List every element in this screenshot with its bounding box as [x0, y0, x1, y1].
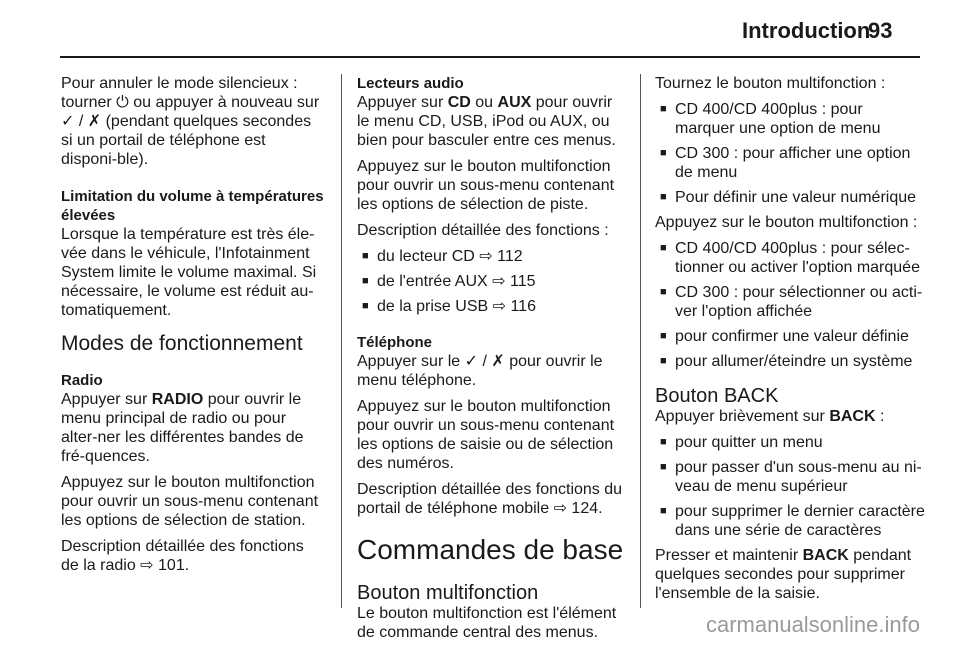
key-label: BACK — [829, 408, 876, 425]
paragraph: Appuyer sur CD ou AUX pour ouvrir le menu CD, USB, iPod ou AUX, ou bien pour basculer entre ces menus. — [357, 94, 616, 149]
subheading: Lecteurs audio — [357, 75, 464, 92]
list-item: ■ du lecteur CD ⇨ 112 — [357, 247, 625, 266]
list-item: ■ de l'entrée AUX ⇨ 115 — [357, 272, 625, 291]
key-label: CD — [447, 94, 471, 111]
list-item: ■ pour confirmer une valeur définie — [655, 327, 925, 346]
column-2 — [357, 74, 625, 649]
header-rule — [60, 56, 920, 58]
paragraph: Appuyez sur le bouton multifonction pour ouvrir un sous-menu contenant les options de sélection de piste. — [357, 158, 615, 213]
paragraph: Appuyer sur RADIO pour ouvrir le menu principal de radio ou pour alter-ner les différentes bandes de fré-quences. — [61, 391, 304, 465]
subheading: Téléphone — [357, 334, 433, 351]
paragraph: Appuyez sur le bouton multifonction : — [655, 214, 918, 231]
paragraph: Appuyez sur le bouton multifonction pour ouvrir un sous-menu contenant les options de sélection de station. — [61, 474, 319, 529]
subsection-heading: Bouton multifonction — [357, 582, 539, 604]
paragraph: Appuyez sur le bouton multifonction pour ouvrir un sous-menu contenant les options de saisie ou de sélection des numéros. — [357, 398, 615, 472]
paragraph: Description détaillée des fonctions de la radio ⇨ 101. — [61, 538, 304, 574]
paragraph: Pour annuler le mode silencieux : tourner ⏻ ou appuyer à nouveau sur ✓ / ✗ (pendant quelques secondes si un portail de téléphone est disponi-ble). — [61, 75, 320, 168]
paragraph: Tournez le bouton multifonction : — [655, 75, 886, 92]
section-heading: Modes de fonctionnement — [61, 332, 303, 355]
list-item: ■ CD 300 : pour sélectionner ou acti-ver l'option affichée — [655, 283, 925, 321]
list-item: ■ pour allumer/éteindre un système — [655, 352, 925, 371]
paragraph: Description détaillée des fonctions : — [357, 222, 609, 239]
subheading: Limitation du volume à températures élevées — [61, 188, 324, 224]
list-item: ■ pour passer d'un sous-menu au ni-veau de menu supérieur — [655, 458, 925, 496]
key-label: RADIO — [151, 391, 204, 408]
section-heading: Commandes de base — [357, 534, 624, 565]
list-item: ■ CD 300 : pour afficher une option de menu — [655, 144, 925, 182]
list-item: ■ CD 400/CD 400plus : pour marquer une option de menu — [655, 100, 925, 138]
paragraph: Description détaillée des fonctions du portail de téléphone mobile ⇨ 124. — [357, 481, 623, 517]
watermark: carmanualsonline.info — [705, 612, 920, 637]
list-item: ■ pour supprimer le dernier caractère dans une série de caractères — [655, 502, 925, 540]
page-header — [0, 0, 960, 56]
paragraph: Appuyer brièvement sur BACK : — [655, 408, 885, 425]
paragraph: Appuyer sur le ✓ / ✗ pour ouvrir le menu téléphone. — [357, 353, 603, 389]
list-item: ■ pour quitter un menu — [655, 433, 925, 452]
column-3 — [655, 74, 925, 610]
paragraph: Le bouton multifonction est l'élément de commande central des menus. — [357, 605, 617, 641]
column-divider — [341, 74, 342, 608]
column-divider — [640, 74, 641, 608]
subsection-heading: Bouton BACK — [655, 385, 779, 407]
list-item: ■ Pour définir une valeur numérique — [655, 188, 925, 207]
subheading: Radio — [61, 372, 103, 389]
paragraph: Presser et maintenir BACK pendant quelques secondes pour supprimer l'ensemble de la saisie. — [655, 547, 912, 602]
list-item: ■ de la prise USB ⇨ 116 — [357, 297, 625, 316]
section-title: Introduction — [742, 18, 871, 43]
page-number: 93 — [868, 18, 893, 43]
paragraph: Lorsque la température est très éle-vée dans le véhicule, l'Infotainment System limite le volume maximal. Si nécessaire, le volume est réduit au-tomatiquement. — [61, 226, 317, 319]
key-label: AUX — [497, 94, 532, 111]
list-item: ■ CD 400/CD 400plus : pour sélec-tionner ou activer l'option marquée — [655, 239, 925, 277]
column-1 — [61, 74, 326, 582]
key-label: BACK — [802, 547, 849, 564]
